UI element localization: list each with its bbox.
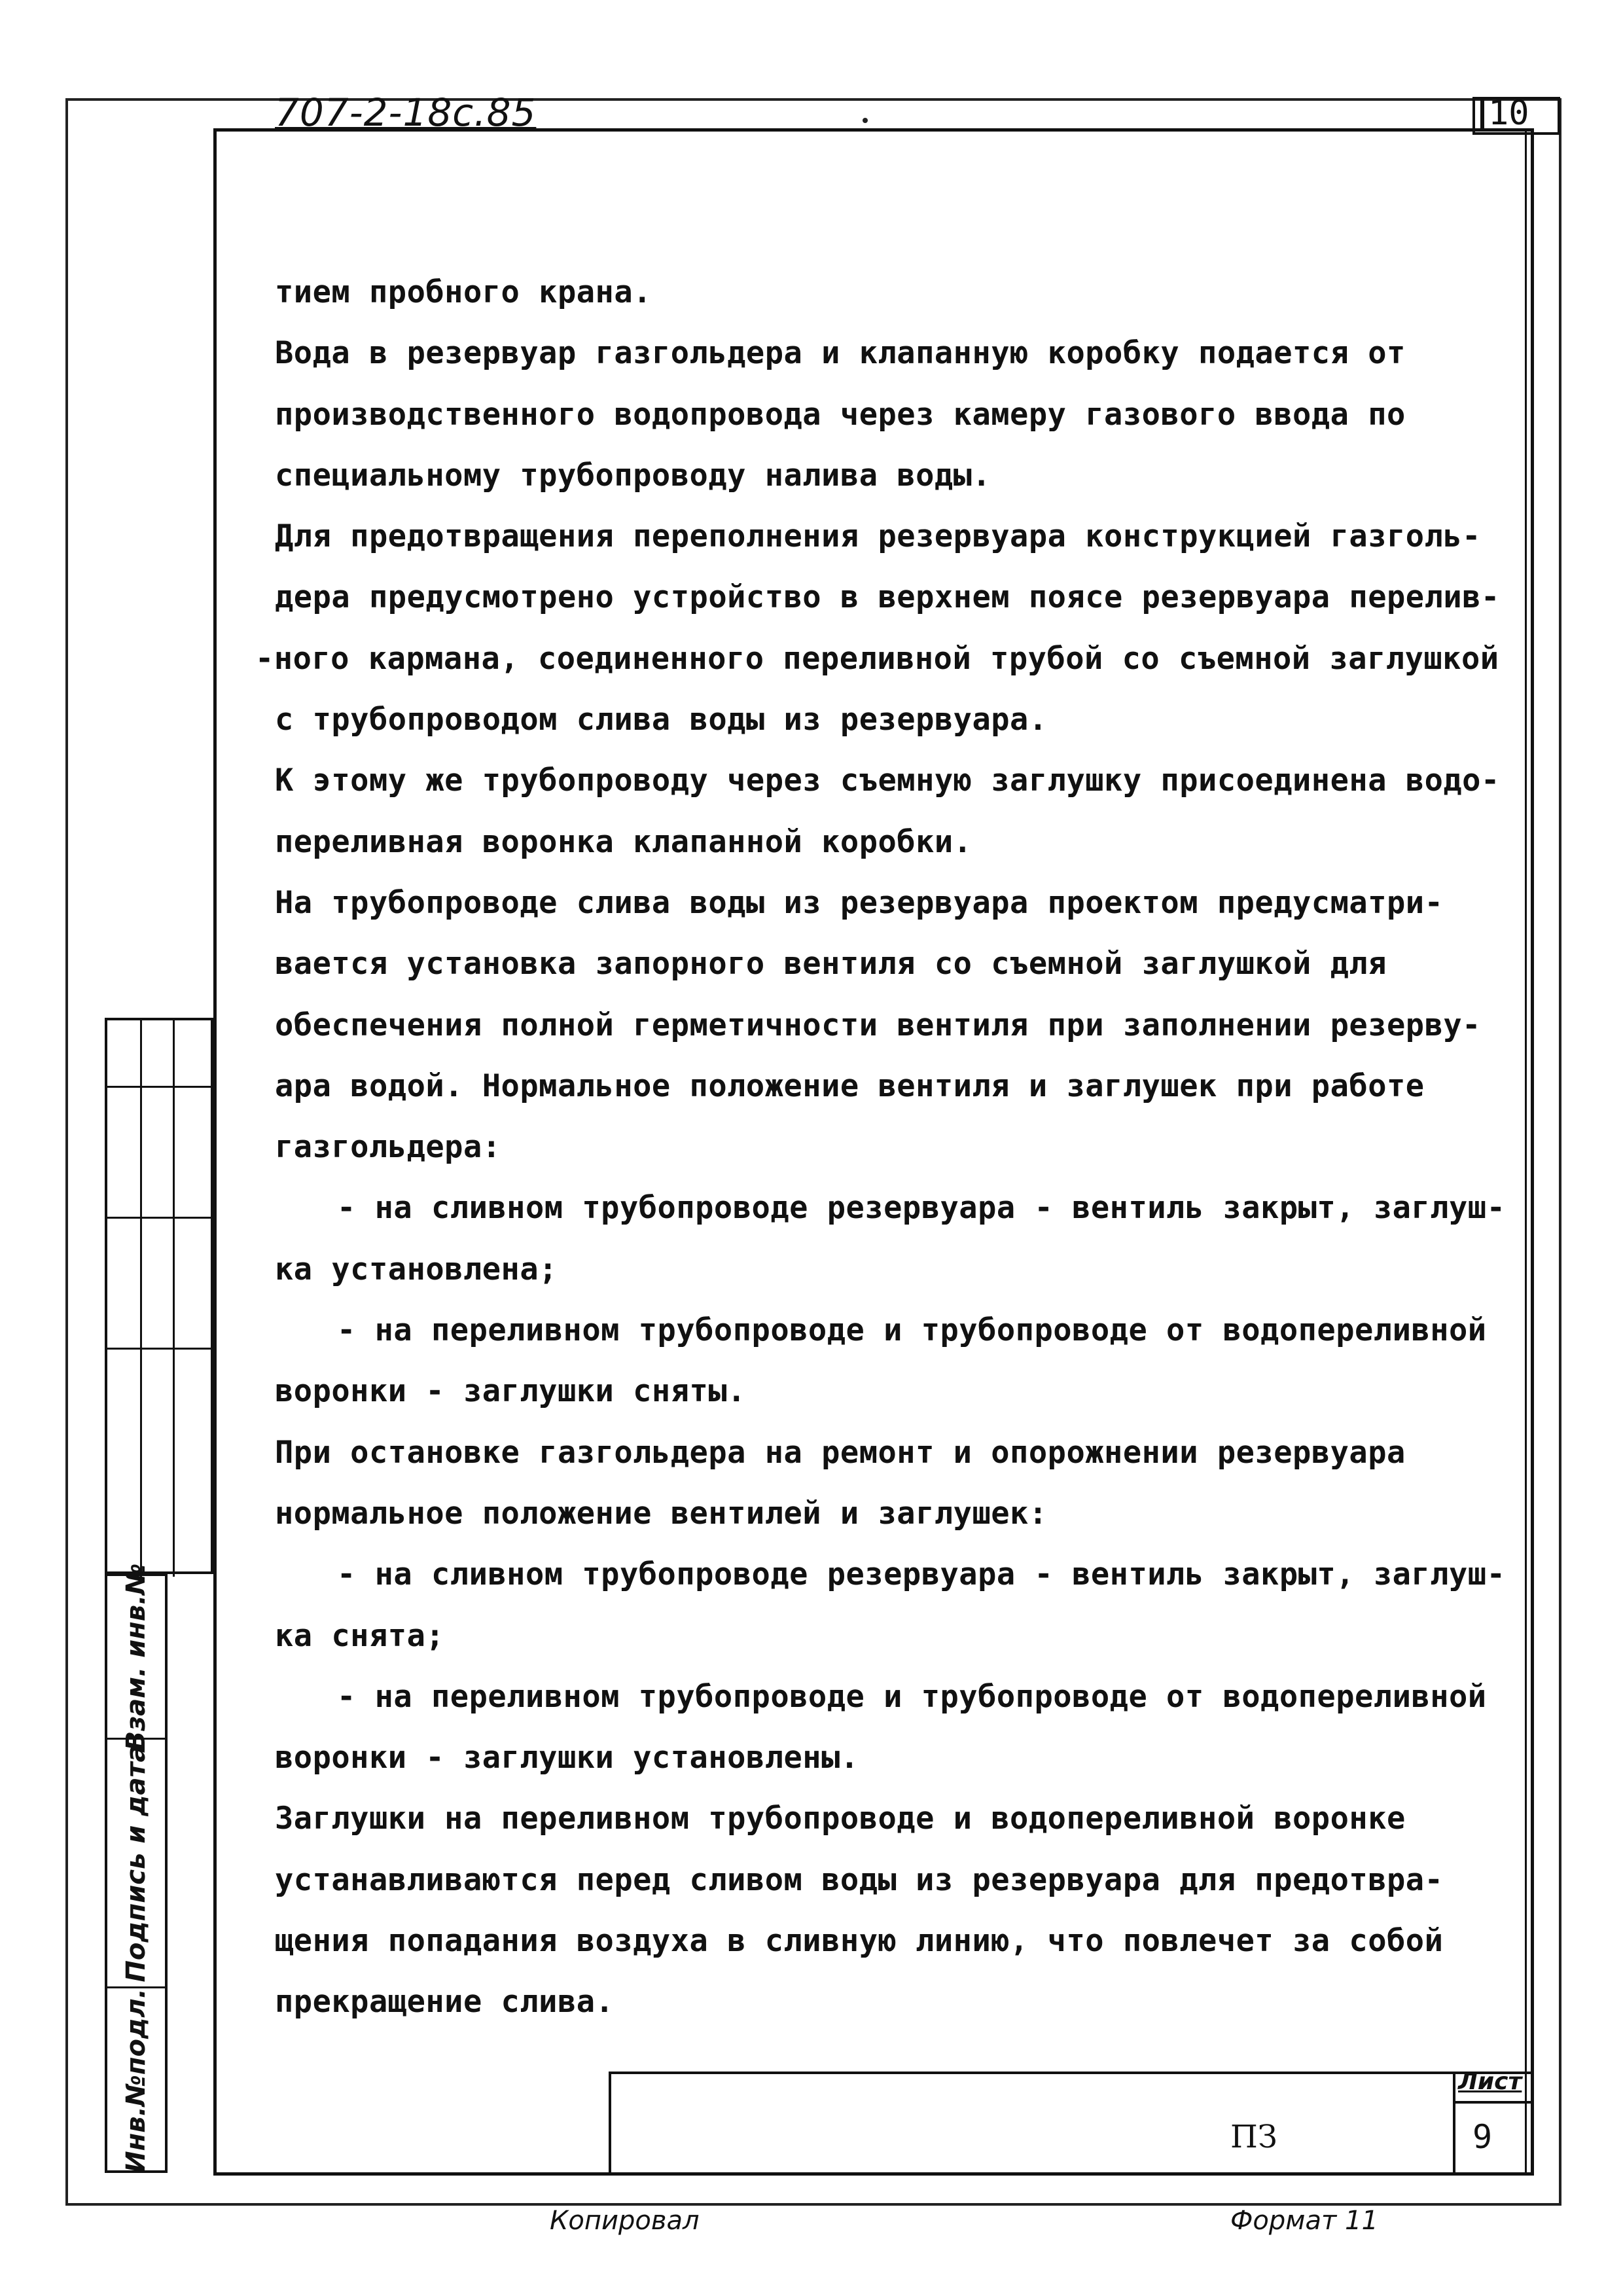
title-block [609,2072,1534,2176]
title-block-divider [1453,2072,1455,2176]
top-page-number-text: 10 [1488,94,1529,133]
stamp-cell-replacement [107,1563,165,1751]
text-line: На трубопроводе слива воды из резервуара проектом предусматри- [275,884,1444,921]
text-line: с трубопроводом слива воды из резервуара. [275,702,1048,738]
stamp-hline [107,1348,216,1350]
text-line: воронки - заглушки установлены. [275,1740,859,1776]
text-line: - на переливном трубопроводе и трубопроводе от водопереливной [337,1312,1487,1349]
text-line: дера предусмотрено устройство в верхнем поясе резервуара перелив- [275,579,1500,616]
text-line: - на сливном трубопроводе резервуара - вентиль закрыт, заглуш- [337,1190,1506,1227]
text-line: Для предотвращения переполнения резервуара конструкцией газголь- [275,518,1481,555]
title-block-code: ПЗ [1230,2119,1277,2155]
text-line: нормальное положение вентилей и заглушек: [275,1495,1048,1532]
stamp-table [105,1018,213,1574]
title-block-sheet-line [1453,2101,1534,2104]
document-code: 707-2-18с.85 [275,90,537,135]
stamp-label-signature: Подпись и дата [121,1744,151,1982]
text-line: устанавливаются перед сливом воды из резервуара для предотвра- [275,1861,1444,1898]
stamp-column [105,1018,213,2173]
text-line: щения попадания воздуха в сливную линию, что повлечет за собой [275,1923,1444,1960]
stamp-hline [107,1086,216,1088]
document-body [255,262,1506,2033]
dot-mark [863,118,868,123]
stamp-label-inventory: Инв.№подл. [121,1988,151,2173]
inner-frame-right-line [1525,128,1527,2176]
text-line: ка установлена; [275,1251,558,1287]
text-line: Заглушки на переливном трубопроводе и водопереливной воронке [275,1801,1406,1837]
top-page-number [1480,94,1529,132]
sheet-label: Лист [1458,2068,1522,2095]
text-line: При остановке газгольдера на ремонт и опорожнении резервуара [275,1434,1406,1471]
stamp-cell-signature [107,1738,165,1986]
text-line: - на сливном трубопроводе резервуара - вентиль закрыт, заглуш- [337,1556,1506,1593]
text-line: газгольдера: [275,1129,501,1166]
text-line: ара водой. Нормальное положение вентиля и заглушек при работе [275,1067,1425,1104]
text-line: обеспечения полной герметичности вентиля при заполнении резерву- [275,1007,1481,1043]
stamp-cell-inventory [107,1986,165,2173]
text-line: воронки - заглушки сняты. [275,1373,746,1410]
text-line: специальному трубопроводу налива воды. [275,457,991,493]
stamp-label-replacement: Взам. инв.№ [121,1563,151,1751]
stamp-vline [173,1020,175,1577]
copied-by-label: Копировал [550,2206,700,2236]
text-line: ка снята; [275,1617,445,1654]
text-line: прекращение слива. [275,1984,615,2020]
stamp-vline [140,1020,142,1577]
text-line: переливная воронка клапанной коробки. [275,823,972,860]
stamp-hline [107,1217,216,1219]
text-line: тием пробного крана. [275,274,652,310]
text-line: -ного кармана, соединенного переливной трубой со съемной заглушкой [255,640,1499,677]
text-line: К этому же трубопроводу через съемную заглушку присоединена водо- [275,762,1500,799]
text-line: - на переливном трубопроводе и трубопроводе от водопереливной [337,1678,1487,1715]
sheet-number: 9 [1472,2118,1493,2156]
text-line: вается установка запорного вентиля со съемной заглушкой для [275,946,1387,982]
stamp-labels [105,1563,168,2173]
format-label: Формат 11 [1230,2206,1378,2236]
text-line: производственного водопровода через камеру газового ввода по [275,396,1406,433]
text-line: Вода в резервуар газгольдера и клапанную коробку подается от [275,335,1406,372]
